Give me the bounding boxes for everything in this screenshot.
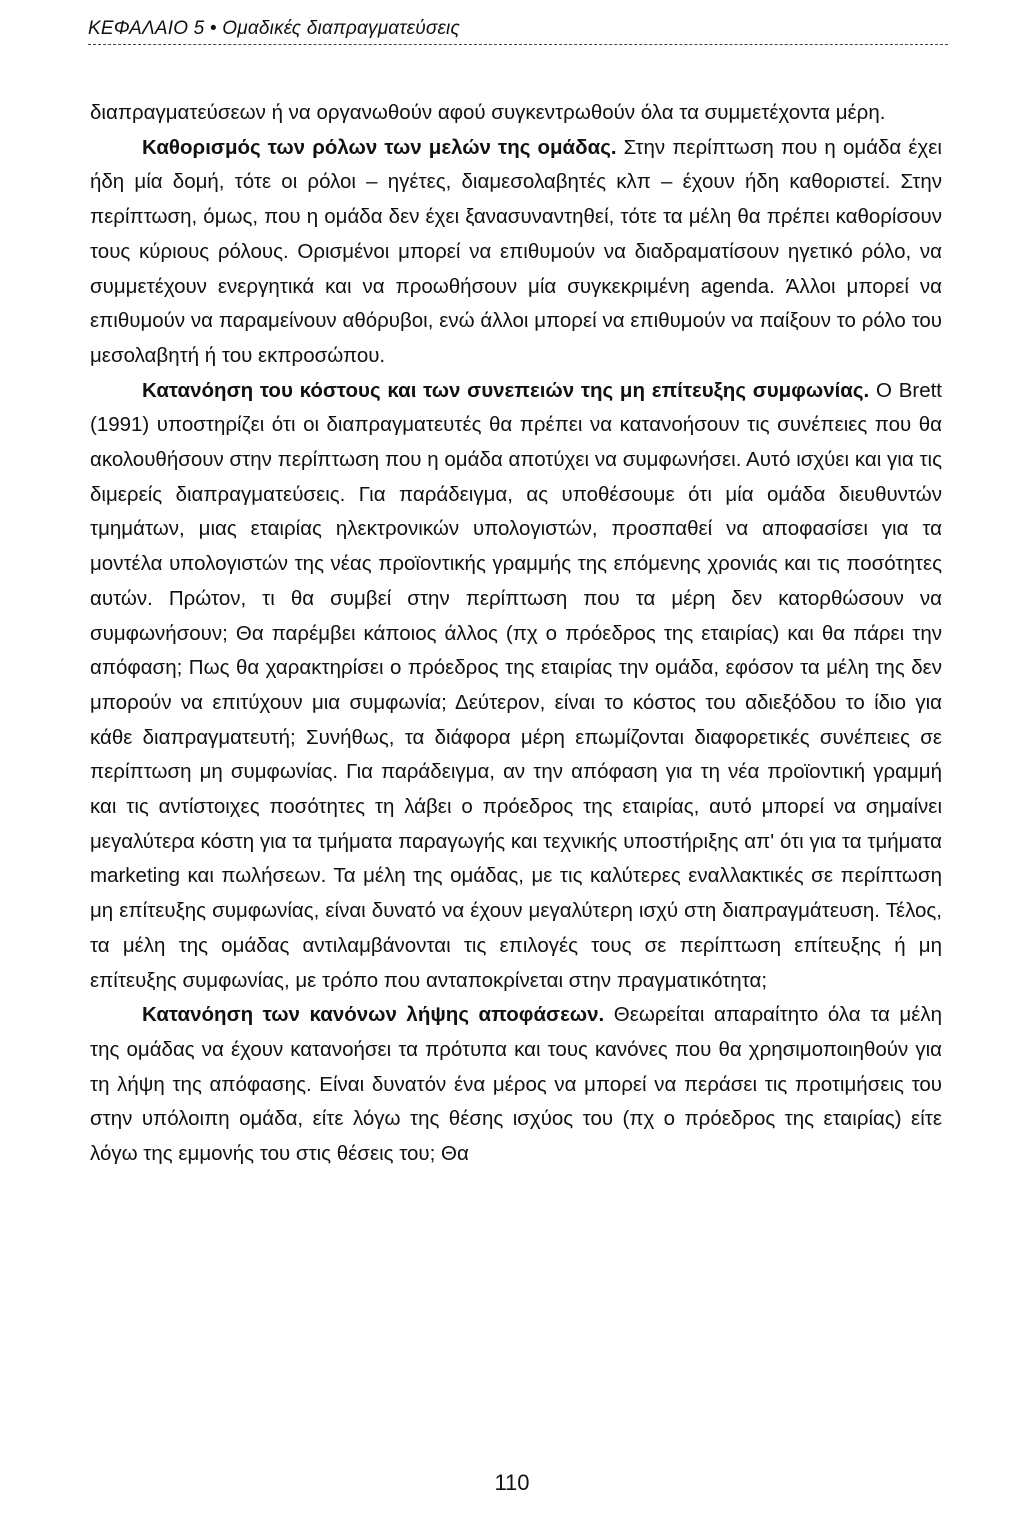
paragraph-rules [90, 998, 942, 1172]
paragraph-text: Θεωρείται απαραίτητο όλα τα μέλη της ομάδας να έχουν κατανοήσει τα πρότυπα και τους κανόνες που θα χρησιμοποιηθούν για τη λήψη της απόφασης. Είναι δυνατόν ένα μέρος να μπορεί να περάσει τις προτιμήσεις του στην υπόλοιπη ομάδα, είτε λόγω της θέσης ισχύος του (πχ ο πρόεδρος της εταιρίας) είτε λόγω της εμμονής του στις θέσεις του; Θα [90, 1003, 942, 1166]
header-rule [88, 44, 948, 45]
paragraph-roles [90, 131, 942, 374]
paragraph-continuation [90, 96, 942, 131]
paragraph-text: διαπραγματεύσεων ή να οργανωθούν αφού συγκεντρωθούν όλα τα συμμετέχοντα μέρη. [90, 101, 886, 124]
paragraph-text: Στην περίπτωση που η ομάδα έχει ήδη μία δομή, τότε οι ρόλοι – ηγέτες, διαμεσολαβητές κλπ – έχουν ήδη καθοριστεί. Στην περίπτωση, όμως, που η ομάδα δεν έχει ξανασυναντηθεί, τότε τα μέλη θα πρέπει καθορίσουν τους κύριους ρόλους. Ορισμένοι μπορεί να επιθυμούν να διαδραματίσουν ηγετικό ρόλο, να συμμετέχουν ενεργητικά και να προωθήσουν μία συγκεκριμένη agenda. Άλλοι μπορεί να επιθυμούν να παραμείνουν αθόρυβοι, ενώ άλλοι μπορεί να επιθυμούν να παίξουν το ρόλο του μεσολαβητή ή του εκπροσώπου. [90, 135, 942, 367]
page-body [90, 96, 942, 1172]
subheading-rules: Κατανόηση των κανόνων λήψης αποφάσεων. [142, 1003, 605, 1027]
paragraph-text: Ο Brett (1991) υποστηρίζει ότι οι διαπραγματευτές θα πρέπει να κατανοήσουν τις συνέπειες που θα ακολουθήσουν στην περίπτωση που η ομάδα αποτύχει να συμφωνήσει. Αυτό ισχύει και για τις διμερείς διαπραγματεύσεις. Για παράδειγμα, ας υποθέσουμε ότι μία ομάδα διευθυντών τμημάτων, μιας εταιρίας ηλεκτρονικών υπολογιστών, προσπαθεί να αποφασίσει για τα μοντέλα υπολογιστών της νέας προϊοντικής γραμμής της επόμενης χρονιάς και τις ποσότητες αυτών. Πρώτον, τι θα συμβεί στην περίπτωση που τα μέρη δεν κατορθώσουν να συμφωνήσουν; Θα παρέμβει κάποιος άλλος (πχ ο πρόεδρος της εταιρίας) και θα πάρει την απόφαση; Πως θα χαρακτηρίσει ο πρόεδρος της εταιρίας την ομάδα, εφόσον τα μέλη της δεν μπορούν να επιτύχουν μια συμφωνία; Δεύτερον, είναι το κόστος του αδιεξόδου το ίδιο για κάθε διαπραγματευτή; Συνήθως, τα διάφορα μέρη επωμίζονται διαφορετικές συνέπειες σε περίπτωση μη συμφωνίας. Για παράδειγμα, αν την απόφαση για τη νέα προϊοντική γραμμή και τις αντίστοιχες ποσότητες τη λάβει ο πρόεδρος της εταιρίας, αυτό μπορεί να σημαίνει μεγαλύτερα κόστη για τα τμήματα παραγωγής και τεχνικής υποστήριξης απ' ότι για τα τμήματα marketing και πωλήσεων. Τα μέλη της ομάδας, με τις καλύτερες εναλλακτικές σε περίπτωση μη επίτευξης συμφωνίας, είναι δυνατό να έχουν μεγαλύτερη ισχύ στη διαπραγμάτευση. Τέλος, τα μέλη της ομάδας αντιλαμβάνονται τις επιλογές τους σε περίπτωση επίτευξης ή μη επίτευξης συμφωνίας, με τρόπο που ανταποκρίνεται στην πραγματικότητα; [90, 378, 942, 992]
subheading-roles: Καθορισμός των ρόλων των μελών της ομάδας. [142, 135, 617, 159]
section-title: Ομαδικές διαπραγματεύσεις [222, 18, 460, 39]
page-number: 110 [494, 1470, 530, 1495]
header-separator: • [209, 18, 217, 39]
running-header [88, 18, 948, 40]
paragraph-cost [90, 374, 942, 999]
chapter-label: ΚΕΦΑΛΑΙΟ 5 [88, 18, 205, 39]
subheading-cost: Κατανόηση του κόστους και των συνεπειών της μη επίτευξης συμφωνίας. [142, 378, 870, 402]
